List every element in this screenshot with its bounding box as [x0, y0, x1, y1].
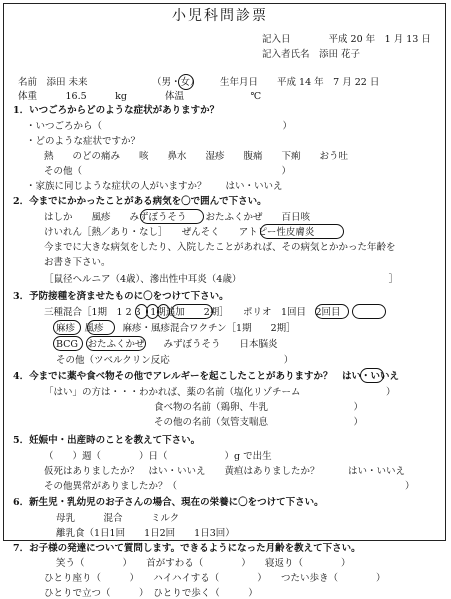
entry-date: 記入日 平成 20 年 1 月 13 日	[262, 34, 431, 45]
q6-heading: 6．新生児・乳幼児のお子さんの場合、現在の栄養に〇をつけて下さい。	[13, 497, 324, 508]
q5-asphyxia-jaundice: 仮死はありましたか？ はい・いいえ 黄疸はありましたか？ はい・いいえ	[44, 466, 406, 477]
q7-heading: 7．お子様の発達について質問します。できるようになった月齢を教えて下さい。	[13, 543, 361, 554]
patient-weight-temp: 体重 16.5 kg 体温 ℃	[18, 91, 262, 102]
chickenpox-circle-mark	[140, 209, 204, 224]
page-title: 小児科問診票	[172, 8, 268, 24]
booster-circle-mark	[171, 304, 213, 319]
measles-circle-mark	[53, 320, 81, 335]
q2-row3: 今までに大きな病気をしたり、入院したことがあれば、その病気とかかった年齢を	[44, 242, 396, 253]
q1-symptoms: 熱 のどの痛み 咳 鼻水 湿疹 腹痛 下痢 おう吐	[44, 151, 349, 162]
q2-row2: けいれん［熱／あり・なし］ ぜんそく アトピー性皮膚炎	[44, 227, 315, 238]
q2-row1: はしか 風疹 みずぼうそう おたふくかぜ 百日咳	[44, 212, 311, 223]
allergy-yes-circle-mark	[360, 368, 384, 383]
q1-since: ・いつごろから（ ）	[26, 121, 293, 132]
q6-weaning: 離乳食（1日1回 1日2回 1日3回）	[56, 528, 235, 539]
q5-heading: 5．妊娠中・出産時のことを教えて下さい。	[13, 435, 201, 446]
q1-heading: 1．いつごろからどのような症状がありますか？	[13, 105, 220, 116]
atopic-circle-mark	[260, 224, 344, 239]
q7-row2: ひとり座り（ ） ハイハイする（ ） つたい歩き（ ）	[44, 573, 386, 584]
q7-row3: ひとりで立つ（ ） ひとりで歩く（ ）	[44, 588, 258, 599]
q1-family: ・家族に同じような症状の人がいますか？ はい・いいえ	[26, 181, 283, 192]
q2-heading: 2．今までにかかったことがある病気を〇で囲んで下さい。	[13, 196, 267, 207]
entry-person: 記入者氏名 添田 花子	[262, 49, 361, 60]
questionnaire-sheet	[3, 3, 446, 599]
dose3-circle-mark	[157, 304, 170, 319]
q5-other: その他異常がありましたか？（ ）	[44, 481, 415, 492]
q4-medicine: 「はい」の方は・・・わかれば、薬の名前（塩化リゾチーム ）	[44, 387, 396, 398]
q4-heading: 4．今までに薬や食べ物その他でアレルギーを起こしたことがありますか？ はい・いいえ	[13, 371, 399, 382]
q2-history: ［鼠径ヘルニア（4歳）、滲出性中耳炎（4歳） ］	[44, 274, 399, 285]
female-circle-mark	[178, 74, 194, 90]
q4-food: 食べ物の名前（鶏卵、牛乳 ）	[154, 402, 364, 413]
rubella-circle-mark	[87, 320, 115, 335]
bcg-circle-mark	[53, 336, 83, 351]
q3-row4: その他（ツベルクリン反応 ）	[56, 355, 294, 366]
q1-other: その他（ ）	[44, 166, 292, 177]
q7-row1: 笑う（ ） 首がすわる（ ） 寝返り（ ）	[56, 558, 351, 569]
q1-which: ・どのような症状ですか？	[26, 136, 141, 147]
polio2-circle-mark	[352, 304, 386, 319]
q3-heading: 3．予防接種を済ませたものに〇をつけて下さい。	[13, 291, 229, 302]
q4-other: その他の名前（気管支喘息 ）	[154, 417, 364, 428]
patient-sex: （男・女）	[152, 77, 200, 88]
mumps-circle-mark	[86, 336, 146, 351]
q3-row3: BCG おたふくかぜ みずぼうそう 日本脳炎	[56, 339, 278, 350]
patient-birthdate: 生年月日 平成 14 年 7 月 22 日	[220, 77, 380, 88]
q3-row1: 三種混合［1期 1 2 3 1期追加 2期］ ポリオ 1回目 2回目	[44, 307, 341, 318]
patient-name: 名前 添田 未来	[18, 77, 88, 88]
q3-row2: 麻疹 風疹 麻疹・風疹混合ワクチン［1期 2期］	[56, 323, 296, 334]
q6-nutrition: 母乳 混合 ミルク	[56, 513, 180, 524]
q2-row4: お書き下さい。	[44, 257, 111, 268]
q5-birth: （ ）週（ ）日（ ）g で出生	[44, 451, 272, 462]
polio1-circle-mark	[315, 304, 349, 319]
